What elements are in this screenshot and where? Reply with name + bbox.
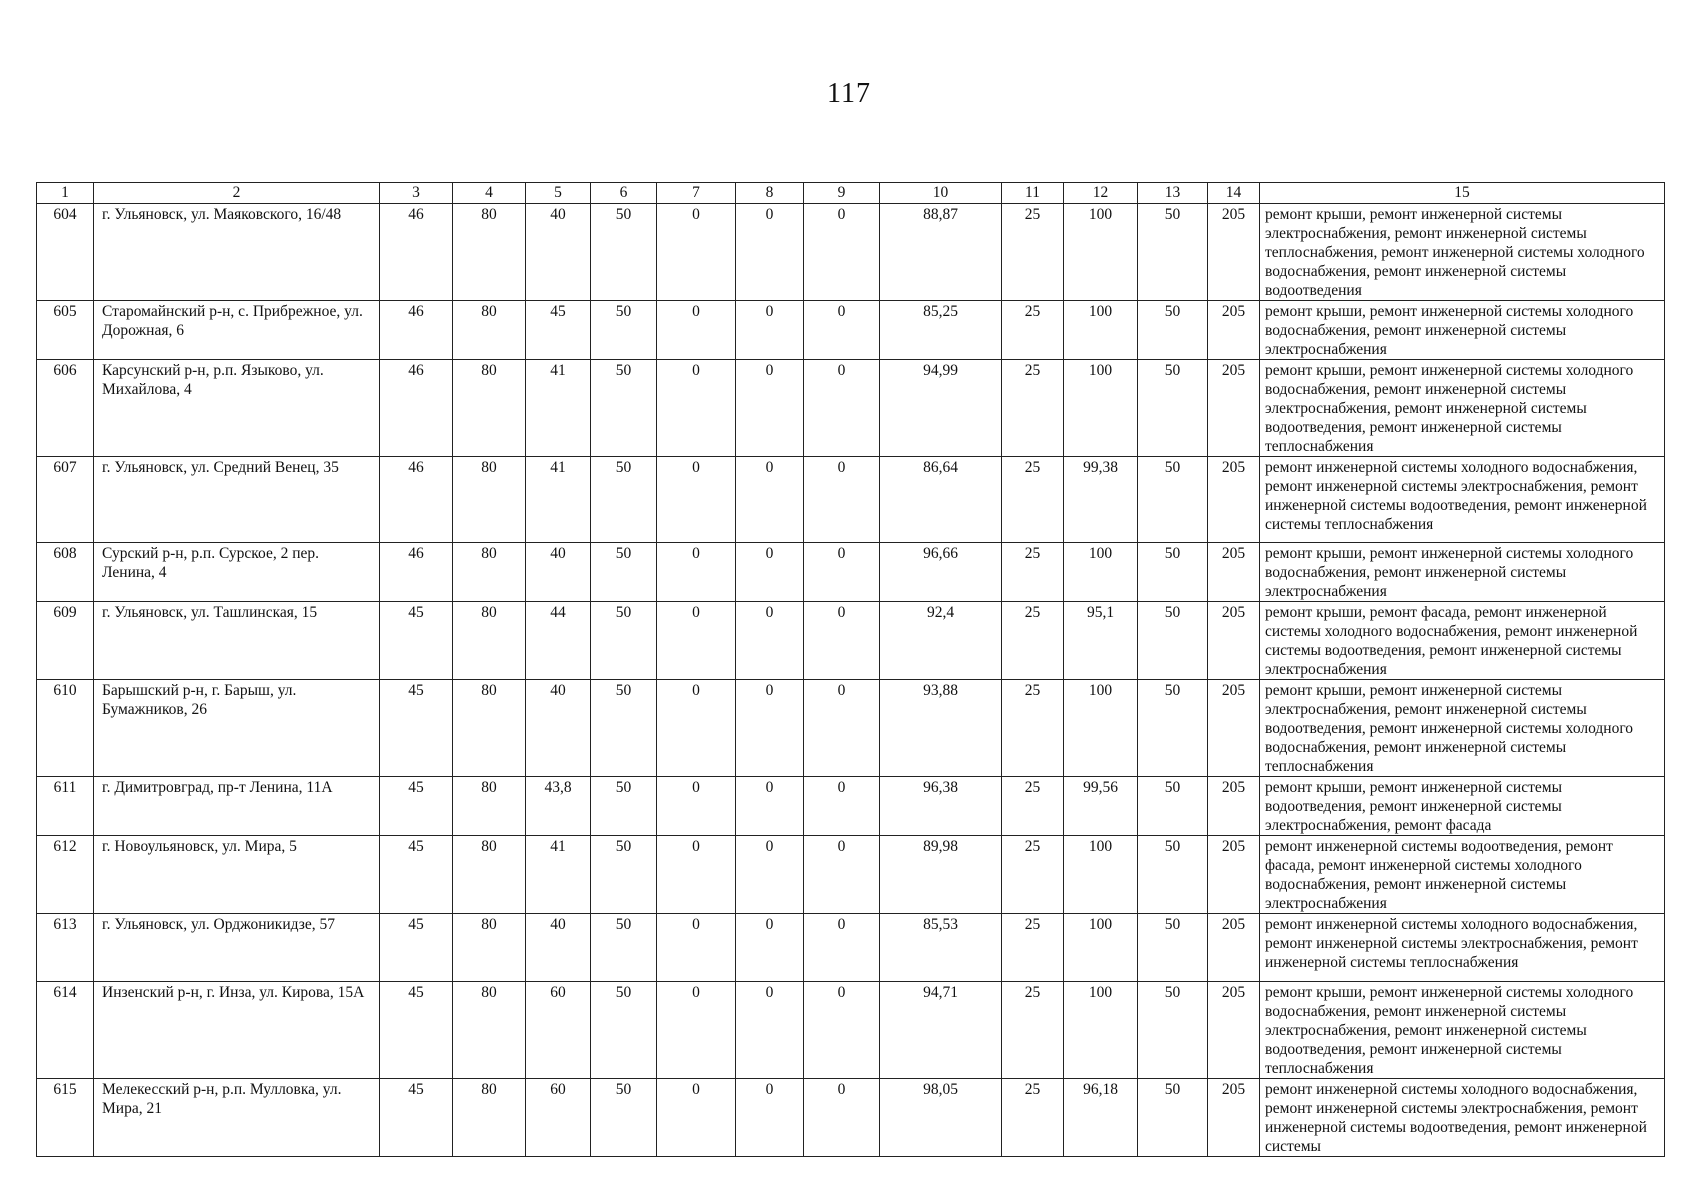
cell-col-9: 0 xyxy=(804,457,880,543)
cell-col-11: 25 xyxy=(1002,680,1064,777)
cell-col-9: 0 xyxy=(804,301,880,360)
cell-col-5: 40 xyxy=(526,543,591,602)
cell-col-14: 205 xyxy=(1208,301,1260,360)
column-header: 3 xyxy=(380,183,453,204)
cell-col-11: 25 xyxy=(1002,543,1064,602)
cell-address: г. Новоульяновск, ул. Мира, 5 xyxy=(94,836,380,914)
cell-col-6: 50 xyxy=(591,457,657,543)
cell-col-4: 80 xyxy=(453,360,526,457)
cell-col-8: 0 xyxy=(736,777,804,836)
cell-address: г. Ульяновск, ул. Маяковского, 16/48 xyxy=(94,204,380,301)
cell-row-number: 609 xyxy=(37,602,94,680)
cell-col-6: 50 xyxy=(591,204,657,301)
cell-col-3: 45 xyxy=(380,836,453,914)
cell-col-10: 96,66 xyxy=(880,543,1002,602)
cell-address: г. Ульяновск, ул. Средний Венец, 35 xyxy=(94,457,380,543)
cell-col-7: 0 xyxy=(657,836,736,914)
cell-col-7: 0 xyxy=(657,982,736,1079)
cell-col-13: 50 xyxy=(1138,777,1208,836)
cell-col-12: 100 xyxy=(1064,836,1138,914)
cell-col-11: 25 xyxy=(1002,1079,1064,1157)
cell-col-6: 50 xyxy=(591,1079,657,1157)
cell-col-12: 99,56 xyxy=(1064,777,1138,836)
cell-col-12: 95,1 xyxy=(1064,602,1138,680)
cell-col-5: 60 xyxy=(526,1079,591,1157)
cell-col-13: 50 xyxy=(1138,982,1208,1079)
table-row xyxy=(37,836,1665,914)
cell-address: Старомайнский р-н, с. Прибрежное, ул. Дорожная, 6 xyxy=(94,301,380,360)
cell-col-14: 205 xyxy=(1208,543,1260,602)
cell-address: Сурский р-н, р.п. Сурское, 2 пер. Ленина, 4 xyxy=(94,543,380,602)
cell-row-number: 607 xyxy=(37,457,94,543)
cell-repair-works: ремонт крыши, ремонт фасада, ремонт инженерной системы холодного водоснабжения, ремонт инженерной системы водоотведения, ремонт инженерной системы электроснабжения xyxy=(1260,602,1665,680)
cell-repair-works: ремонт инженерной системы холодного водоснабжения, ремонт инженерной системы электроснабжения, ремонт инженерной системы теплоснабжения xyxy=(1260,914,1665,982)
cell-col-10: 96,38 xyxy=(880,777,1002,836)
cell-col-5: 40 xyxy=(526,680,591,777)
cell-col-5: 40 xyxy=(526,204,591,301)
column-header: 1 xyxy=(37,183,94,204)
table-row xyxy=(37,204,1665,301)
cell-col-3: 46 xyxy=(380,301,453,360)
table-row xyxy=(37,914,1665,982)
cell-col-5: 40 xyxy=(526,914,591,982)
cell-col-11: 25 xyxy=(1002,777,1064,836)
cell-col-4: 80 xyxy=(453,602,526,680)
cell-col-12: 100 xyxy=(1064,301,1138,360)
cell-col-12: 100 xyxy=(1064,680,1138,777)
cell-repair-works: ремонт крыши, ремонт инженерной системы холодного водоснабжения, ремонт инженерной системы электроснабжения, ремонт инженерной системы водоотведения, ремонт инженерной системы теплоснабжения xyxy=(1260,360,1665,457)
cell-col-7: 0 xyxy=(657,602,736,680)
table-row xyxy=(37,982,1665,1079)
cell-col-9: 0 xyxy=(804,680,880,777)
cell-address: Мелекесский р-н, р.п. Мулловка, ул. Мира, 21 xyxy=(94,1079,380,1157)
cell-col-3: 46 xyxy=(380,204,453,301)
cell-col-13: 50 xyxy=(1138,602,1208,680)
cell-col-14: 205 xyxy=(1208,836,1260,914)
cell-col-3: 45 xyxy=(380,914,453,982)
cell-col-12: 100 xyxy=(1064,982,1138,1079)
cell-col-5: 41 xyxy=(526,836,591,914)
cell-row-number: 613 xyxy=(37,914,94,982)
column-header: 14 xyxy=(1208,183,1260,204)
table-body xyxy=(37,204,1665,1157)
cell-col-10: 92,4 xyxy=(880,602,1002,680)
column-header: 4 xyxy=(453,183,526,204)
cell-repair-works: ремонт инженерной системы водоотведения, ремонт фасада, ремонт инженерной системы холодного водоснабжения, ремонт инженерной системы электроснабжения xyxy=(1260,836,1665,914)
cell-col-4: 80 xyxy=(453,1079,526,1157)
cell-col-5: 44 xyxy=(526,602,591,680)
cell-col-13: 50 xyxy=(1138,680,1208,777)
cell-col-13: 50 xyxy=(1138,204,1208,301)
cell-col-7: 0 xyxy=(657,914,736,982)
cell-col-8: 0 xyxy=(736,602,804,680)
cell-col-4: 80 xyxy=(453,777,526,836)
cell-col-4: 80 xyxy=(453,301,526,360)
cell-row-number: 612 xyxy=(37,836,94,914)
table-row xyxy=(37,602,1665,680)
cell-col-9: 0 xyxy=(804,1079,880,1157)
cell-col-4: 80 xyxy=(453,204,526,301)
cell-col-4: 80 xyxy=(453,914,526,982)
cell-row-number: 605 xyxy=(37,301,94,360)
cell-col-3: 45 xyxy=(380,680,453,777)
cell-col-5: 43,8 xyxy=(526,777,591,836)
cell-col-11: 25 xyxy=(1002,836,1064,914)
table-row xyxy=(37,680,1665,777)
cell-col-8: 0 xyxy=(736,982,804,1079)
cell-col-7: 0 xyxy=(657,301,736,360)
page-number: 117 xyxy=(827,78,871,109)
cell-col-3: 46 xyxy=(380,543,453,602)
cell-col-13: 50 xyxy=(1138,914,1208,982)
table-row xyxy=(37,543,1665,602)
cell-repair-works: ремонт крыши, ремонт инженерной системы холодного водоснабжения, ремонт инженерной системы электроснабжения xyxy=(1260,301,1665,360)
cell-col-12: 100 xyxy=(1064,914,1138,982)
cell-repair-works: ремонт инженерной системы холодного водоснабжения, ремонт инженерной системы электроснабжения, ремонт инженерной системы водоотведения, ремонт инженерной системы теплоснабжения xyxy=(1260,457,1665,543)
cell-col-13: 50 xyxy=(1138,1079,1208,1157)
cell-col-6: 50 xyxy=(591,836,657,914)
cell-col-4: 80 xyxy=(453,836,526,914)
cell-col-14: 205 xyxy=(1208,602,1260,680)
cell-col-13: 50 xyxy=(1138,301,1208,360)
cell-col-8: 0 xyxy=(736,301,804,360)
column-number-row xyxy=(37,183,1665,204)
column-header: 8 xyxy=(736,183,804,204)
cell-col-14: 205 xyxy=(1208,777,1260,836)
cell-repair-works: ремонт крыши, ремонт инженерной системы электроснабжения, ремонт инженерной системы водоотведения, ремонт инженерной системы холодного водоснабжения, ремонт инженерной системы теплоснабжения xyxy=(1260,680,1665,777)
cell-col-7: 0 xyxy=(657,360,736,457)
cell-col-11: 25 xyxy=(1002,602,1064,680)
housing-repair-table xyxy=(36,182,1665,1157)
cell-col-6: 50 xyxy=(591,543,657,602)
cell-address: Барышский р-н, г. Барыш, ул. Бумажников, 26 xyxy=(94,680,380,777)
cell-col-3: 46 xyxy=(380,360,453,457)
cell-col-7: 0 xyxy=(657,543,736,602)
cell-col-7: 0 xyxy=(657,204,736,301)
column-header: 2 xyxy=(94,183,380,204)
column-header: 13 xyxy=(1138,183,1208,204)
cell-col-9: 0 xyxy=(804,982,880,1079)
cell-col-4: 80 xyxy=(453,457,526,543)
cell-col-9: 0 xyxy=(804,777,880,836)
cell-address: г. Ульяновск, ул. Орджоникидзе, 57 xyxy=(94,914,380,982)
cell-col-11: 25 xyxy=(1002,301,1064,360)
cell-row-number: 615 xyxy=(37,1079,94,1157)
cell-col-14: 205 xyxy=(1208,982,1260,1079)
cell-col-11: 25 xyxy=(1002,982,1064,1079)
cell-row-number: 610 xyxy=(37,680,94,777)
column-header: 5 xyxy=(526,183,591,204)
cell-address: Инзенский р-н, г. Инза, ул. Кирова, 15А xyxy=(94,982,380,1079)
cell-col-9: 0 xyxy=(804,543,880,602)
cell-col-14: 205 xyxy=(1208,360,1260,457)
cell-col-11: 25 xyxy=(1002,204,1064,301)
cell-col-10: 85,25 xyxy=(880,301,1002,360)
cell-col-11: 25 xyxy=(1002,457,1064,543)
cell-col-9: 0 xyxy=(804,204,880,301)
cell-col-10: 93,88 xyxy=(880,680,1002,777)
cell-col-9: 0 xyxy=(804,602,880,680)
cell-col-8: 0 xyxy=(736,1079,804,1157)
cell-col-10: 86,64 xyxy=(880,457,1002,543)
column-header: 15 xyxy=(1260,183,1665,204)
cell-col-4: 80 xyxy=(453,982,526,1079)
table-row xyxy=(37,360,1665,457)
cell-col-5: 41 xyxy=(526,457,591,543)
cell-col-10: 94,71 xyxy=(880,982,1002,1079)
column-header: 7 xyxy=(657,183,736,204)
cell-col-8: 0 xyxy=(736,360,804,457)
cell-col-8: 0 xyxy=(736,204,804,301)
cell-col-6: 50 xyxy=(591,301,657,360)
column-header: 9 xyxy=(804,183,880,204)
cell-col-9: 0 xyxy=(804,914,880,982)
cell-col-7: 0 xyxy=(657,777,736,836)
cell-col-10: 94,99 xyxy=(880,360,1002,457)
cell-address: г. Ульяновск, ул. Ташлинская, 15 xyxy=(94,602,380,680)
cell-col-4: 80 xyxy=(453,680,526,777)
cell-col-5: 60 xyxy=(526,982,591,1079)
cell-col-3: 46 xyxy=(380,457,453,543)
table-row xyxy=(37,457,1665,543)
cell-col-10: 89,98 xyxy=(880,836,1002,914)
cell-col-12: 99,38 xyxy=(1064,457,1138,543)
cell-address: г. Димитровград, пр-т Ленина, 11А xyxy=(94,777,380,836)
cell-col-8: 0 xyxy=(736,680,804,777)
cell-col-9: 0 xyxy=(804,360,880,457)
cell-col-3: 45 xyxy=(380,982,453,1079)
cell-col-8: 0 xyxy=(736,914,804,982)
cell-repair-works: ремонт крыши, ремонт инженерной системы водоотведения, ремонт инженерной системы электроснабжения, ремонт фасада xyxy=(1260,777,1665,836)
cell-col-13: 50 xyxy=(1138,543,1208,602)
cell-row-number: 606 xyxy=(37,360,94,457)
cell-repair-works: ремонт крыши, ремонт инженерной системы электроснабжения, ремонт инженерной системы теплоснабжения, ремонт инженерной системы холодного водоснабжения, ремонт инженерной системы водоотведения xyxy=(1260,204,1665,301)
cell-col-5: 45 xyxy=(526,301,591,360)
cell-row-number: 614 xyxy=(37,982,94,1079)
column-header: 6 xyxy=(591,183,657,204)
cell-col-13: 50 xyxy=(1138,457,1208,543)
cell-col-8: 0 xyxy=(736,457,804,543)
cell-col-14: 205 xyxy=(1208,680,1260,777)
column-header: 11 xyxy=(1002,183,1064,204)
cell-col-14: 205 xyxy=(1208,1079,1260,1157)
cell-col-11: 25 xyxy=(1002,914,1064,982)
cell-row-number: 604 xyxy=(37,204,94,301)
cell-col-6: 50 xyxy=(591,914,657,982)
cell-col-12: 96,18 xyxy=(1064,1079,1138,1157)
cell-col-8: 0 xyxy=(736,836,804,914)
cell-col-3: 45 xyxy=(380,1079,453,1157)
column-header: 10 xyxy=(880,183,1002,204)
cell-col-8: 0 xyxy=(736,543,804,602)
cell-col-10: 98,05 xyxy=(880,1079,1002,1157)
cell-col-12: 100 xyxy=(1064,360,1138,457)
cell-col-7: 0 xyxy=(657,1079,736,1157)
cell-col-3: 45 xyxy=(380,777,453,836)
cell-col-14: 205 xyxy=(1208,204,1260,301)
table-row xyxy=(37,1079,1665,1157)
cell-col-14: 205 xyxy=(1208,457,1260,543)
cell-col-6: 50 xyxy=(591,680,657,777)
table-row xyxy=(37,777,1665,836)
column-header: 12 xyxy=(1064,183,1138,204)
cell-col-4: 80 xyxy=(453,543,526,602)
cell-col-3: 45 xyxy=(380,602,453,680)
cell-col-7: 0 xyxy=(657,457,736,543)
cell-col-13: 50 xyxy=(1138,836,1208,914)
cell-address: Карсунский р-н, р.п. Языково, ул. Михайлова, 4 xyxy=(94,360,380,457)
cell-col-7: 0 xyxy=(657,680,736,777)
cell-col-9: 0 xyxy=(804,836,880,914)
cell-repair-works: ремонт крыши, ремонт инженерной системы холодного водоснабжения, ремонт инженерной системы электроснабжения xyxy=(1260,543,1665,602)
cell-col-12: 100 xyxy=(1064,543,1138,602)
cell-col-6: 50 xyxy=(591,602,657,680)
cell-row-number: 608 xyxy=(37,543,94,602)
cell-col-12: 100 xyxy=(1064,204,1138,301)
cell-col-6: 50 xyxy=(591,982,657,1079)
cell-col-14: 205 xyxy=(1208,914,1260,982)
cell-repair-works: ремонт крыши, ремонт инженерной системы холодного водоснабжения, ремонт инженерной системы электроснабжения, ремонт инженерной системы водоотведения, ремонт инженерной системы теплоснабжения xyxy=(1260,982,1665,1079)
cell-col-11: 25 xyxy=(1002,360,1064,457)
cell-col-13: 50 xyxy=(1138,360,1208,457)
cell-col-5: 41 xyxy=(526,360,591,457)
cell-col-6: 50 xyxy=(591,777,657,836)
cell-col-6: 50 xyxy=(591,360,657,457)
cell-row-number: 611 xyxy=(37,777,94,836)
cell-repair-works: ремонт инженерной системы холодного водоснабжения, ремонт инженерной системы электроснабжения, ремонт инженерной системы водоотведения, ремонт инженерной системы xyxy=(1260,1079,1665,1157)
cell-col-10: 85,53 xyxy=(880,914,1002,982)
cell-col-10: 88,87 xyxy=(880,204,1002,301)
table-row xyxy=(37,301,1665,360)
